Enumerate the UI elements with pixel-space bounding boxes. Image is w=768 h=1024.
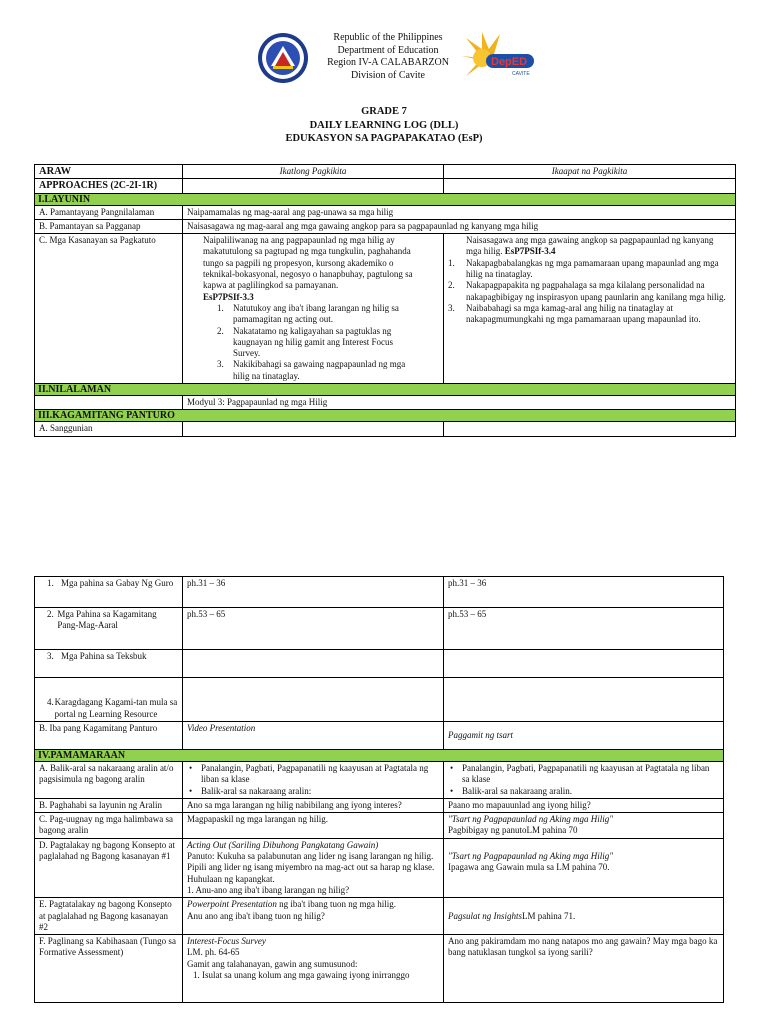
activity-question: 1. Anu-ano ang iba't ibang larangan ng hilig? [187, 884, 350, 895]
kasanayan-3rd [183, 234, 444, 384]
section-pamamaraan [35, 750, 724, 762]
row-label: 1. Mga pahina sa Gabay Ng Guro [35, 577, 183, 608]
section-layunin [35, 193, 736, 205]
row-pamantayan-pagganap [35, 219, 736, 233]
row-iba-pang-kagamitan [35, 722, 724, 750]
list-item: 2. Nakatatamo ng kaligayahan sa pagtuklas ng kaugnayan ng hilig gamit ang Interest Focus Survey. [217, 325, 393, 359]
approaches-row [35, 179, 736, 193]
tsart-title: "Tsart ng Pagpapaunlad ng Aking mga Hilig" [448, 850, 614, 861]
row-pamantayang-pangnilalaman [35, 205, 736, 219]
activity-text: ng iba't ibang tuon ng mga hilig. [276, 899, 397, 910]
pagtalakay2-4th [444, 898, 724, 935]
row-label: D. Pagtalakay ng bagong Konsepto at paglalahad ng Bagong kasanayan #1 [35, 838, 183, 897]
agency-line: Division of Cavite [351, 69, 425, 81]
row-label: A. Balik-aral sa nakaraang aralin at/o pagsisimula ng bagong aralin [35, 762, 183, 799]
grade-title: GRADE 7 [361, 106, 407, 117]
section-nilalaman [35, 384, 736, 396]
activity-text: Panuto: Kukuha sa palabunutan ang lider ng isang larangan ng hilig. Pipili ang lider ng isang miyembro na mag-act out sa harap ng klase. Huhulaan ng kapangkat. [187, 851, 435, 884]
activity-text: LM pahina 71. [522, 910, 576, 921]
kagamitan-3rd: Video Presentation [183, 722, 444, 750]
section-kagamitan [35, 410, 736, 422]
list-item: 3. Naibabahagi sa mga kamag-aral ang hilig na tinataglay at nakapagmumungkahi ng mga pamamaraan upang mapaunlad ito. [448, 302, 701, 325]
activity-title: Pagsulat ng Insights [448, 910, 523, 921]
row-pag-uugnay [35, 813, 724, 839]
row-label: 4. Karagdagang Kagami-tan mula sa portal ng Learning Resource [35, 678, 183, 722]
row-gabay-guro [35, 577, 724, 608]
competency-code: EsP7PSIf-3.4 [504, 246, 556, 257]
row-label: C. Pag-uugnay ng mga halimbawa sa bagong aralin [35, 813, 183, 839]
page-range: ph.53 – 65 [444, 608, 724, 650]
pag-uugnay-3rd: Magpapaskil ng mga larangan ng hilig. [183, 813, 444, 839]
list-item: • Balik-aral sa nakaraang aralin. [448, 786, 719, 797]
row-kasanayan [35, 234, 736, 384]
page-range: ph.31 – 36 [183, 577, 444, 608]
row-label: F. Paglinang sa Kabihasaan (Tungo sa Formative Assessment) [35, 935, 183, 1003]
list-item: • Balik-aral sa nakaraang aralin: [187, 786, 439, 797]
list-item: • Panalangin, Pagbati, Pagpapanatili ng kaayusan at Pagtatala ng liban sa klase [448, 763, 719, 786]
empty-cell [183, 179, 444, 193]
activity-title: Powerpoint Presentation [187, 899, 277, 910]
empty-cell [35, 396, 183, 410]
pag-uugnay-4th [444, 813, 724, 839]
row-pagtalakay-2 [35, 898, 724, 935]
row-label: C. Mga Kasanayan sa Pagkatuto [35, 234, 183, 384]
section-title: IV.PAMAMARAAN [35, 750, 724, 762]
dll-table-page2 [34, 576, 724, 1003]
log-title: DAILY LEARNING LOG (DLL) [309, 119, 459, 131]
empty-cell [183, 650, 444, 678]
pagtalakay1-4th [444, 838, 724, 897]
araw-row [35, 165, 736, 179]
row-text: Naisasagawa ng mag-aaral ang mga gawaing angkop para sa pagpapaunlad ng kanyang mga hilig [183, 219, 736, 233]
col-header-3rd: Ikatlong Pagkikita [183, 165, 444, 179]
list-item: 1. Nakapagbabalangkas ng mga pamamaraan upang mapaunlad ang mga hilig na tinataglay. [448, 257, 719, 280]
section-title: I.LAYUNIN [35, 193, 736, 205]
activity-question: Anu ano ang iba't ibang tuon ng hilig? [187, 910, 325, 921]
row-paghahabi [35, 798, 724, 812]
pagtalakay2-3rd [183, 898, 444, 935]
row-label: B. Paghahabi sa layunin ng Aralin [35, 798, 183, 812]
paglinang-4th: Ano ang pakiramdam mo nang natapos mo ang gawain? May mga bago ka bang natuklasan tungkol sa iyong sarili? [444, 935, 724, 1003]
row-label: 3. Mga Pahina sa Teksbuk [35, 650, 183, 678]
empty-cell [444, 650, 724, 678]
paghahabi-3rd: Ano sa mga larangan ng hilig nabibilang ang iyong interes? [183, 798, 444, 812]
document-titles [0, 105, 768, 146]
empty-cell [444, 678, 724, 722]
agency-lines [300, 32, 476, 82]
col-header-4th: Ikaapat na Pagkikita [444, 165, 736, 179]
kasanayan-intro: Naipaliliwanag na ang pagpapaunlad ng mga hilig ay makatutulong sa pagtupad ng mga tungkulin, paghahanda tungo sa pagpili ng propesyon, kursong akademiko o teknikal-bokasyonal, negosyo o hanapbuhay, pagtulong sa kapwa at paglilingkod sa pamayanan. [203, 235, 413, 291]
row-pagtalakay-1 [35, 838, 724, 897]
list-item: • Panalangin, Pagbati, Pagpapanatili ng kaayusan at Pagtatala ng liban sa klase [187, 763, 439, 786]
row-label: A. Pamantayang Pangnilalaman [35, 205, 183, 219]
row-text: Naipamamalas ng mag-aaral ang pag-unawa sa mga hilig [183, 205, 736, 219]
pagtalakay1-3rd [183, 838, 444, 897]
empty-cell [444, 179, 736, 193]
activity-pages: LM. ph. 64-65 [187, 947, 240, 958]
row-label: 2. Mga Pahina sa Kagamitang Pang-Mag-Aaral [35, 608, 183, 650]
subject-title: EDUKASYON SA PAGPAPAKATAO (EsP) [285, 133, 483, 144]
balik-aral-4th [444, 762, 724, 799]
kasanayan-4th [444, 234, 736, 384]
competency-code: EsP7PSIf-3.3 [203, 291, 254, 302]
logo-subtext: CAVITE [512, 71, 530, 77]
row-label: B. Iba pang Kagamitang Panturo [35, 722, 183, 750]
document-header [0, 30, 768, 92]
row-label: B. Pamantayan sa Pagganap [35, 219, 183, 233]
list-item: 2. Nakapagpapakita ng pagpahalaga sa mga kilalang personalidad na nakapagbibigay ng inspirasyon upang paunlarin ang kanilang mga hilig. [448, 280, 726, 302]
agency-line: Department of Education [337, 44, 439, 56]
tsart-text: Ipagawa ang Gawain mula sa LM pahina 70. [448, 862, 610, 873]
row-label: A. Sanggunian [35, 422, 183, 436]
paghahabi-4th: Paano mo mapauunlad ang iyong hilig? [444, 798, 724, 812]
deped-cavite-logo-icon [460, 30, 538, 86]
row-paglinang [35, 935, 724, 1003]
row-modyul [35, 396, 736, 410]
balik-aral-3rd [183, 762, 444, 799]
kagamitan-4th: Paggamit ng tsart [444, 722, 724, 750]
empty-cell [183, 422, 444, 436]
empty-cell [444, 422, 736, 436]
list-item: 3. Nakikibahagi sa gawaing nagpapaunlad ng mga hilig na tinataglay. [217, 359, 406, 381]
activity-text: Gamit ang talahanayan, gawin ang sumusunod: [187, 958, 358, 969]
page-range: ph.53 – 65 [183, 608, 444, 650]
approaches-label: APPROACHES (2C-2I-1R) [35, 179, 183, 193]
dll-table-page1 [34, 164, 736, 437]
empty-cell [183, 678, 444, 722]
tsart-title: "Tsart ng Pagpapaunlad ng Aking mga Hilig" [448, 814, 614, 825]
activity-title: Acting Out (Sariling Dibuhong Pangkatang Gawain) [187, 839, 379, 850]
row-kagamitang-mag-aaral [35, 608, 724, 650]
section-title: III.KAGAMITANG PANTURO [35, 410, 736, 422]
kasanayan-intro: Naisasagawa ang mga gawaing angkop sa pagpapaunlad ng kanyang mga hilig. [466, 235, 714, 257]
activity-title: Interest-Focus Survey [187, 936, 266, 947]
row-teksbuk [35, 650, 724, 678]
section-title: II.NILALAMAN [35, 384, 736, 396]
list-item: 1. Natutukoy ang iba't ibang larangan ng hilig sa pamamagitan ng acting out. [217, 302, 399, 325]
modyul-text: Modyul 3: Pagpapaunlad ng mga Hilig [183, 396, 736, 410]
agency-line: Region IV-A CALABARZON [327, 57, 449, 69]
row-karagdagang-kagamitan [35, 678, 724, 722]
row-label: E. Pagtatalakay ng bagong Konsepto at paglalahad ng Bagong kasanayan #2 [35, 898, 183, 935]
row-sanggunian [35, 422, 736, 436]
araw-label: ARAW [35, 165, 183, 179]
activity-item: 1. Isulat sa unang kolum ang mga gawaing iyong inirranggo [193, 970, 410, 981]
row-balik-aral [35, 762, 724, 799]
tsart-text: Pagbibigay ng panutoLM pahina 70 [448, 825, 578, 836]
logo-text: DepED [491, 56, 528, 68]
paglinang-3rd [183, 935, 444, 1003]
page-range: ph.31 – 36 [444, 577, 724, 608]
agency-line: Republic of the Philippines [333, 32, 443, 43]
